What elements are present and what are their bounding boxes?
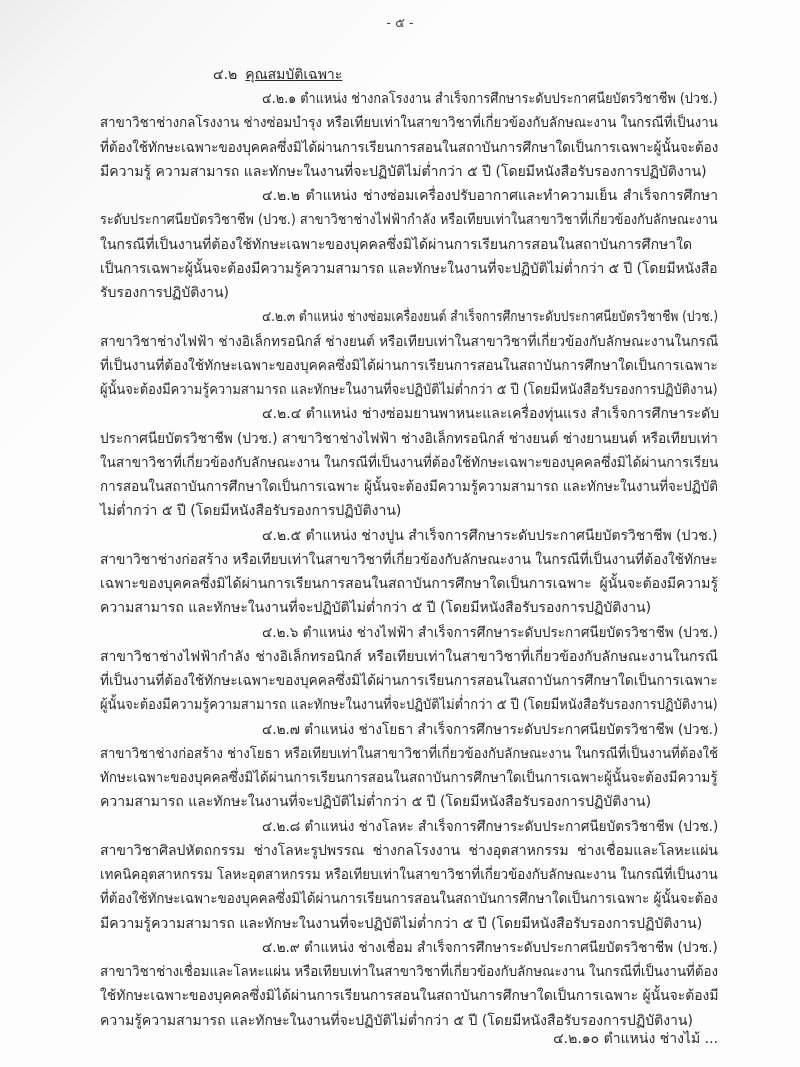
paragraph-line: เฉพาะของบุคคลซึ่งมิได้ผ่านการเรียนการสอนในสถาบันการศึกษาใดเป็นการเฉพาะ ผู้นั้นจะต้องมีความรู้ bbox=[100, 576, 718, 592]
paragraph-first-line: ๔.๒.๘ ตำแหน่ง ช่างโลหะ สำเร็จการศึกษาระดับประกาศนียบัตรวิชาชีพ (ปวช.) bbox=[262, 818, 719, 835]
paragraph-first-line: ๔.๒.๗ ตำแหน่ง ช่างโยธา สำเร็จการศึกษาระดับประกาศนียบัตรวิชาชีพ (ปวช.) bbox=[262, 721, 719, 738]
paragraph-line: มีความรู้ ความสามารถ และทักษะในงานที่จะปฏิบัติไม่ต่ำกว่า ๕ ปี (โดยมีหนังสือรับรองการปฏิบัติงาน) bbox=[100, 163, 707, 180]
paragraph-line: สาขาวิชาช่างไฟฟ้า ช่างอิเล็กทรอนิกส์ ช่างยนต์ หรือเทียบเท่าในสาขาวิชาที่เกี่ยวข้องกับลักษณะงานในกรณี bbox=[100, 333, 719, 350]
paragraph-line: ที่เป็นงานที่ต้องใช้ทักษะเฉพาะของบุคคลซึ่งมิได้ผ่านการเรียนการสอนในสถาบันการศึกษาใดเป็นการเฉพาะ bbox=[100, 357, 718, 374]
paragraph-first-line: ๔.๒.๔ ตำแหน่ง ช่างซ่อมยานพาหนะและเครื่องทุ่นแรง สำเร็จการศึกษาระดับ bbox=[262, 406, 720, 423]
paragraph-line: ความสามารถ และทักษะในงานที่จะปฏิบัติไม่ต่ำกว่า ๕ ปี (โดยมีหนังสือรับรองการปฏิบัติงาน) bbox=[100, 600, 652, 617]
paragraph-line: ที่เป็นงานที่ต้องใช้ทักษะเฉพาะของบุคคลซึ่งมิได้ผ่านการเรียนการสอนในสถาบันการศึกษาใดเป็นการเฉพาะ bbox=[100, 673, 718, 689]
paragraph-line: เป็นการเฉพาะผู้นั้นจะต้องมีความรู้ความสามารถ และทักษะในงานที่จะปฏิบัติไม่ต่ำกว่า ๕ ปี (โดยมีหนังสือ bbox=[100, 260, 718, 277]
paragraph-first-line: ๔.๒.๙ ตำแหน่ง ช่างเชื่อม สำเร็จการศึกษาระดับประกาศนียบัตรวิชาชีพ (ปวช.) bbox=[262, 939, 718, 956]
paragraph-line: ประกาศนียบัตรวิชาชีพ (ปวช.) สาขาวิชาช่างไฟฟ้า ช่างอิเล็กทรอนิกส์ ช่างยนต์ ช่างยานยนต์ หรือเทียบเท่า bbox=[100, 430, 718, 447]
paragraph-line: เทคนิคอุตสาหกรรม โลหะอุตสาหกรรม หรือเทียบเท่าในสาขาวิชาที่เกี่ยวข้องกับลักษณะงาน ในกรณีที่เป็นงาน bbox=[100, 867, 718, 883]
paragraph-line: รับรองการปฏิบัติงาน) bbox=[100, 285, 230, 301]
paragraph-first-line: ๔.๒.๖ ตำแหน่ง ช่างไฟฟ้า สำเร็จการศึกษาระดับประกาศนียบัตรวิชาชีพ (ปวช.) bbox=[262, 624, 719, 641]
paragraph-line: ในกรณีที่เป็นงานที่ต้องใช้ทักษะเฉพาะของบุคคลซึ่งมิได้ผ่านการเรียนการสอนในสถาบันการศึกษาใด bbox=[100, 236, 693, 253]
paragraph-line: สาขาวิชาช่างก่อสร้าง หรือเทียบเท่าในสาขาวิชาที่เกี่ยวข้องกับลักษณะงาน ในกรณีที่เป็นงานที่ต้องใช้ทักษะ bbox=[100, 551, 718, 568]
section-title: คุณสมบัติเฉพาะ bbox=[245, 67, 343, 83]
paragraph-first-line: ๔.๒.๓ ตำแหน่ง ช่างซ่อมเครื่องยนต์ สำเร็จการศึกษาระดับประกาศนียบัตรวิชาชีพ (ปวช.) bbox=[262, 309, 719, 326]
paragraph-first-line: ๔.๒.๑ ตำแหน่ง ช่างกลโรงงาน สำเร็จการศึกษาระดับประกาศนียบัตรวิชาชีพ (ปวช.) bbox=[262, 91, 718, 107]
paragraph-first-line: ๔.๒.๒ ตำแหน่ง ช่างซ่อมเครื่องปรับอากาศและทำความเย็น สำเร็จการศึกษา bbox=[262, 188, 718, 204]
paragraph-line: สาขาวิชาศิลปหัตถกรรม ช่างโลหะรูปพรรณ ช่างกลโรงงาน ช่างอุตสาหกรรม ช่างเชื่อมและโลหะแผ่น bbox=[100, 842, 718, 859]
paragraph-line: ไม่ต่ำกว่า ๕ ปี (โดยมีหนังสือรับรองการปฏิบัติงาน) bbox=[100, 503, 402, 520]
paragraph-line: สาขาวิชาช่างกลโรงงาน ช่างซ่อมบำรุง หรือเทียบเท่าในสาขาวิชาที่เกี่ยวข้องกับลักษณะงาน ในกรณีที่เป็นงาน bbox=[100, 115, 718, 132]
paragraph-line: ในสาขาวิชาที่เกี่ยวข้องกับลักษณะงาน ในกรณีที่เป็นงานที่ต้องใช้ทักษะเฉพาะของบุคคลซึ่งมิได้ผ่านการเรียน bbox=[100, 454, 719, 471]
paragraph-line: ความรู้ความสามารถ และทักษะในงานที่จะปฏิบัติไม่ต่ำกว่า ๕ ปี (โดยมีหนังสือรับรองการปฏิบัติงาน) bbox=[100, 1012, 693, 1029]
paragraph-line: ทักษะเฉพาะของบุคคลซึ่งมิได้ผ่านการเรียนการสอนในสถาบันการศึกษาใดเป็นการเฉพาะผู้นั้นจะต้องมีความรู้ bbox=[100, 770, 718, 786]
page-number: - ๕ - bbox=[386, 16, 414, 31]
section-number: ๔.๒ bbox=[213, 67, 238, 83]
paragraph-line: ผู้นั้นจะต้องมีความรู้ความสามารถ และทักษะในงานที่จะปฏิบัติไม่ต่ำกว่า ๕ ปี (โดยมีหนังสือรับรองการปฏิบัติงาน) bbox=[100, 697, 718, 714]
paragraph-line: การสอนในสถาบันการศึกษาใดเป็นการเฉพาะ ผู้นั้นจะต้องมีความรู้ความสามารถ และทักษะในงานที่จะปฏิบัติ bbox=[100, 479, 719, 495]
paragraph-line: มีความรู้ความสามารถ และทักษะในงานที่จะปฏิบัติไม่ต่ำกว่า ๕ ปี (โดยมีหนังสือรับรองการปฏิบัติงาน) bbox=[100, 915, 703, 932]
paragraph-first-line: ๔.๒.๕ ตำแหน่ง ช่างปูน สำเร็จการศึกษาระดับประกาศนียบัตรวิชาชีพ (ปวช.) bbox=[262, 527, 718, 544]
paragraph-line: ที่ต้องใช้ทักษะเฉพาะของบุคคลซึ่งมิได้ผ่านการเรียนการสอนในสถาบันการศึกษาใดเป็นการเฉพาะ ผู้นั้นจะต้อง bbox=[100, 891, 718, 908]
paragraph-line: ที่ต้องใช้ทักษะเฉพาะของบุคคลซึ่งมิได้ผ่านการเรียนการสอนในสถาบันการศึกษาใดเป็นการเฉพาะผู้นั้นจะต้อง bbox=[100, 139, 719, 156]
paragraph-line: สาขาวิชาช่างก่อสร้าง ช่างโยธา หรือเทียบเท่าในสาขาวิชาที่เกี่ยวข้องกับลักษณะงาน ในกรณีที่เป็นงานที่ต้องใช้ bbox=[100, 745, 719, 762]
section-heading bbox=[213, 64, 342, 86]
paragraph-line: ผู้นั้นจะต้องมีความรู้ความสามารถ และทักษะในงานที่จะปฏิบัติไม่ต่ำกว่า ๕ ปี (โดยมีหนังสือรับรองการปฏิบัติงาน) bbox=[100, 382, 718, 398]
continuation-note: ๔.๒.๑๐ ตำแหน่ง ช่างไม้ ... bbox=[553, 1031, 718, 1047]
paragraph-line: ใช้ทักษะเฉพาะของบุคคลซึ่งมิได้ผ่านการเรียนการสอนในสถาบันการศึกษาใดเป็นการเฉพาะ ผู้นั้นจะต้องมี bbox=[100, 988, 719, 1005]
paragraph-line: ความสามารถ และทักษะในงานที่จะปฏิบัติไม่ต่ำกว่า ๕ ปี (โดยมีหนังสือรับรองการปฏิบัติงาน) bbox=[100, 794, 652, 811]
paragraph-line: สาขาวิชาช่างเชื่อมและโลหะแผ่น หรือเทียบเท่าในสาขาวิชาที่เกี่ยวข้องกับลักษณะงาน ในกรณีที่เป็นงานที่ต้อง bbox=[100, 964, 718, 980]
paragraph-line: ระดับประกาศนียบัตรวิชาชีพ (ปวช.) สาขาวิชาช่างไฟฟ้ากำลัง หรือเทียบเท่าในสาขาวิชาที่เกี่ยวข้องกับลักษณะงาน bbox=[100, 212, 718, 229]
paragraph-line: สาขาวิชาช่างไฟฟ้ากำลัง ช่างอิเล็กทรอนิกส์ หรือเทียบเท่าในสาขาวิชาที่เกี่ยวข้องกับลักษณะงานในกรณี bbox=[100, 648, 718, 665]
